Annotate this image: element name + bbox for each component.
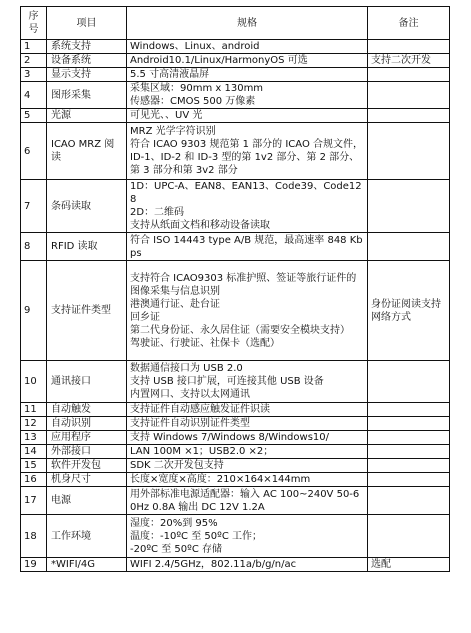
spec-sheet-page <box>20 6 449 572</box>
row-number: 10 <box>21 361 47 403</box>
row-note <box>368 361 450 403</box>
spec-line: 第二代身份证、永久居住证（需要安全模块支持） <box>130 324 350 336</box>
row-note <box>368 123 450 180</box>
row-item: 外部接口 <box>47 445 127 459</box>
row-spec <box>127 261 368 361</box>
row-spec <box>127 445 368 459</box>
row-number: 18 <box>21 515 47 558</box>
spec-line: 符合 ISO 14443 type A/B 规范，最高速率 848 Kbps <box>130 234 363 259</box>
spec-line: 湿度：20%到 95% <box>130 517 218 529</box>
spec-line: -20ºC 至 50ºC 存储 <box>130 543 222 555</box>
header-item: 项目 <box>47 7 127 40</box>
spec-line: Windows、Linux、android <box>130 41 260 52</box>
row-spec <box>127 361 368 403</box>
row-number: 17 <box>21 487 47 515</box>
table-header-row <box>21 7 450 40</box>
table-row <box>21 261 450 361</box>
row-item: 自动识别 <box>47 417 127 431</box>
row-spec <box>127 123 368 180</box>
spec-line: 支持 Windows 7/Windows 8/Windows10/ <box>130 432 330 443</box>
spec-line: 支持证件自动识别证件类型 <box>130 418 250 429</box>
spec-line: 可见光、、UV 光 <box>130 110 203 121</box>
table-row <box>21 361 450 403</box>
row-number: 5 <box>21 109 47 123</box>
table-row <box>21 123 450 180</box>
table-row <box>21 54 450 68</box>
row-note <box>368 180 450 233</box>
row-item: 通讯接口 <box>47 361 127 403</box>
table-row <box>21 233 450 261</box>
row-number: 9 <box>21 261 47 361</box>
row-number: 6 <box>21 123 47 180</box>
header-no: 序号 <box>21 7 47 40</box>
row-note <box>368 403 450 417</box>
row-note <box>368 473 450 487</box>
row-item: 工作环境 <box>47 515 127 558</box>
spec-line: 驾驶证、行驶证、社保卡（选配） <box>130 337 280 349</box>
row-note <box>368 68 450 82</box>
row-spec <box>127 233 368 261</box>
row-number: 7 <box>21 180 47 233</box>
table-row <box>21 459 450 473</box>
row-number: 11 <box>21 403 47 417</box>
row-number: 14 <box>21 445 47 459</box>
row-item: 机身尺寸 <box>47 473 127 487</box>
row-spec <box>127 487 368 515</box>
row-note <box>368 82 450 109</box>
row-spec <box>127 417 368 431</box>
row-spec <box>127 431 368 445</box>
row-number: 12 <box>21 417 47 431</box>
row-number: 4 <box>21 82 47 109</box>
spec-line: 符合 ICAO 9303 规范第 1 部分的 ICAO 合规文件，ID-1、ID-2 和 ID-3 型的第 1v2 部分、第 2 部分、第 3 部分和第 3v2 部分 <box>130 139 363 176</box>
row-note <box>368 431 450 445</box>
spec-line: 温度：-10ºC 至 50ºC 工作； <box>130 530 262 542</box>
row-spec <box>127 515 368 558</box>
row-number: 2 <box>21 54 47 68</box>
row-number: 1 <box>21 40 47 54</box>
row-note: 选配 <box>368 558 450 572</box>
row-item: 显示支持 <box>47 68 127 82</box>
table-row <box>21 515 450 558</box>
spec-line: 采集区域：90mm x 130mm <box>130 83 264 94</box>
spec-line: 支持证件自动感应触发证件识读 <box>130 404 270 415</box>
header-spec: 规格 <box>127 7 368 40</box>
row-item: 系统支持 <box>47 40 127 54</box>
row-spec <box>127 40 368 54</box>
row-note <box>368 515 450 558</box>
spec-line: 内置网口、支持以太网通讯 <box>130 389 250 400</box>
spec-line: WIFI 2.4/5GHz，802.11a/b/g/n/ac <box>130 559 297 570</box>
header-note: 备注 <box>368 7 450 40</box>
row-item: 光源 <box>47 109 127 123</box>
row-spec <box>127 82 368 109</box>
spec-line: 传感器：CMOS 500 万像素 <box>130 96 256 107</box>
spec-line: 支持从纸面文档和移动设备读取 <box>130 220 270 231</box>
spec-line: 2D：二维码 <box>130 207 185 218</box>
row-note <box>368 233 450 261</box>
row-note <box>368 459 450 473</box>
row-spec <box>127 459 368 473</box>
table-row <box>21 487 450 515</box>
row-number: 19 <box>21 558 47 572</box>
spec-table <box>20 6 450 572</box>
row-item: *WIFI/4G <box>47 558 127 572</box>
table-row <box>21 68 450 82</box>
spec-line: 1D：UPC-A、EAN8、EAN13、Code39、Code128 <box>130 181 362 205</box>
spec-line: 5.5 寸高清液晶屏 <box>130 69 210 80</box>
row-item: ICAO MRZ 阅读 <box>47 123 127 180</box>
row-note <box>368 417 450 431</box>
table-row <box>21 431 450 445</box>
row-spec <box>127 558 368 572</box>
row-note <box>368 109 450 123</box>
row-note <box>368 40 450 54</box>
row-spec <box>127 68 368 82</box>
row-item: 条码读取 <box>47 180 127 233</box>
table-row <box>21 473 450 487</box>
row-spec <box>127 180 368 233</box>
row-item: 软件开发包 <box>47 459 127 473</box>
row-item: 设备系统 <box>47 54 127 68</box>
row-item: 应用程序 <box>47 431 127 445</box>
row-note <box>368 445 450 459</box>
spec-line: MRZ 光学字符识别 <box>130 126 216 137</box>
table-row <box>21 109 450 123</box>
row-spec <box>127 473 368 487</box>
spec-line: 用外部标准电源适配器：输入 AC 100~240V 50-60Hz 0.8A 输出 DC 12V 1.2A <box>130 488 360 513</box>
table-row <box>21 417 450 431</box>
table-body <box>21 40 450 572</box>
spec-line: 支持 USB 接口扩展，可连接其他 USB 设备 <box>130 376 324 387</box>
table-row <box>21 403 450 417</box>
table-row <box>21 558 450 572</box>
spec-line: SDK 二次开发包支持 <box>130 460 224 471</box>
row-spec <box>127 54 368 68</box>
row-number: 13 <box>21 431 47 445</box>
table-row <box>21 445 450 459</box>
table-row <box>21 82 450 109</box>
row-spec <box>127 403 368 417</box>
table-row <box>21 180 450 233</box>
spec-line: 长度×宽度×高度：210×164×144mm <box>130 474 311 485</box>
row-note: 身份证阅读支持网络方式 <box>368 261 450 361</box>
spec-line: 支持符合 ICAO9303 标准护照、签证等旅行证件的图像采集与信息识别 <box>130 272 357 297</box>
spec-line: LAN 100M ×1；USB2.0 ×2； <box>130 446 274 457</box>
row-item: 图形采集 <box>47 82 127 109</box>
row-number: 8 <box>21 233 47 261</box>
row-number: 16 <box>21 473 47 487</box>
row-note: 支持二次开发 <box>368 54 450 68</box>
row-item: 自动触发 <box>47 403 127 417</box>
row-item: 支持证件类型 <box>47 261 127 361</box>
spec-line: 回乡证 <box>130 311 160 323</box>
row-note <box>368 487 450 515</box>
spec-line: Android10.1/Linux/HarmonyOS 可选 <box>130 55 308 66</box>
row-item: 电源 <box>47 487 127 515</box>
table-row <box>21 40 450 54</box>
row-item: RFID 读取 <box>47 233 127 261</box>
spec-line: 港澳通行证、赴台证 <box>130 298 220 310</box>
row-number: 3 <box>21 68 47 82</box>
row-spec <box>127 109 368 123</box>
spec-line: 数据通信接口为 USB 2.0 <box>130 363 243 374</box>
row-number: 15 <box>21 459 47 473</box>
